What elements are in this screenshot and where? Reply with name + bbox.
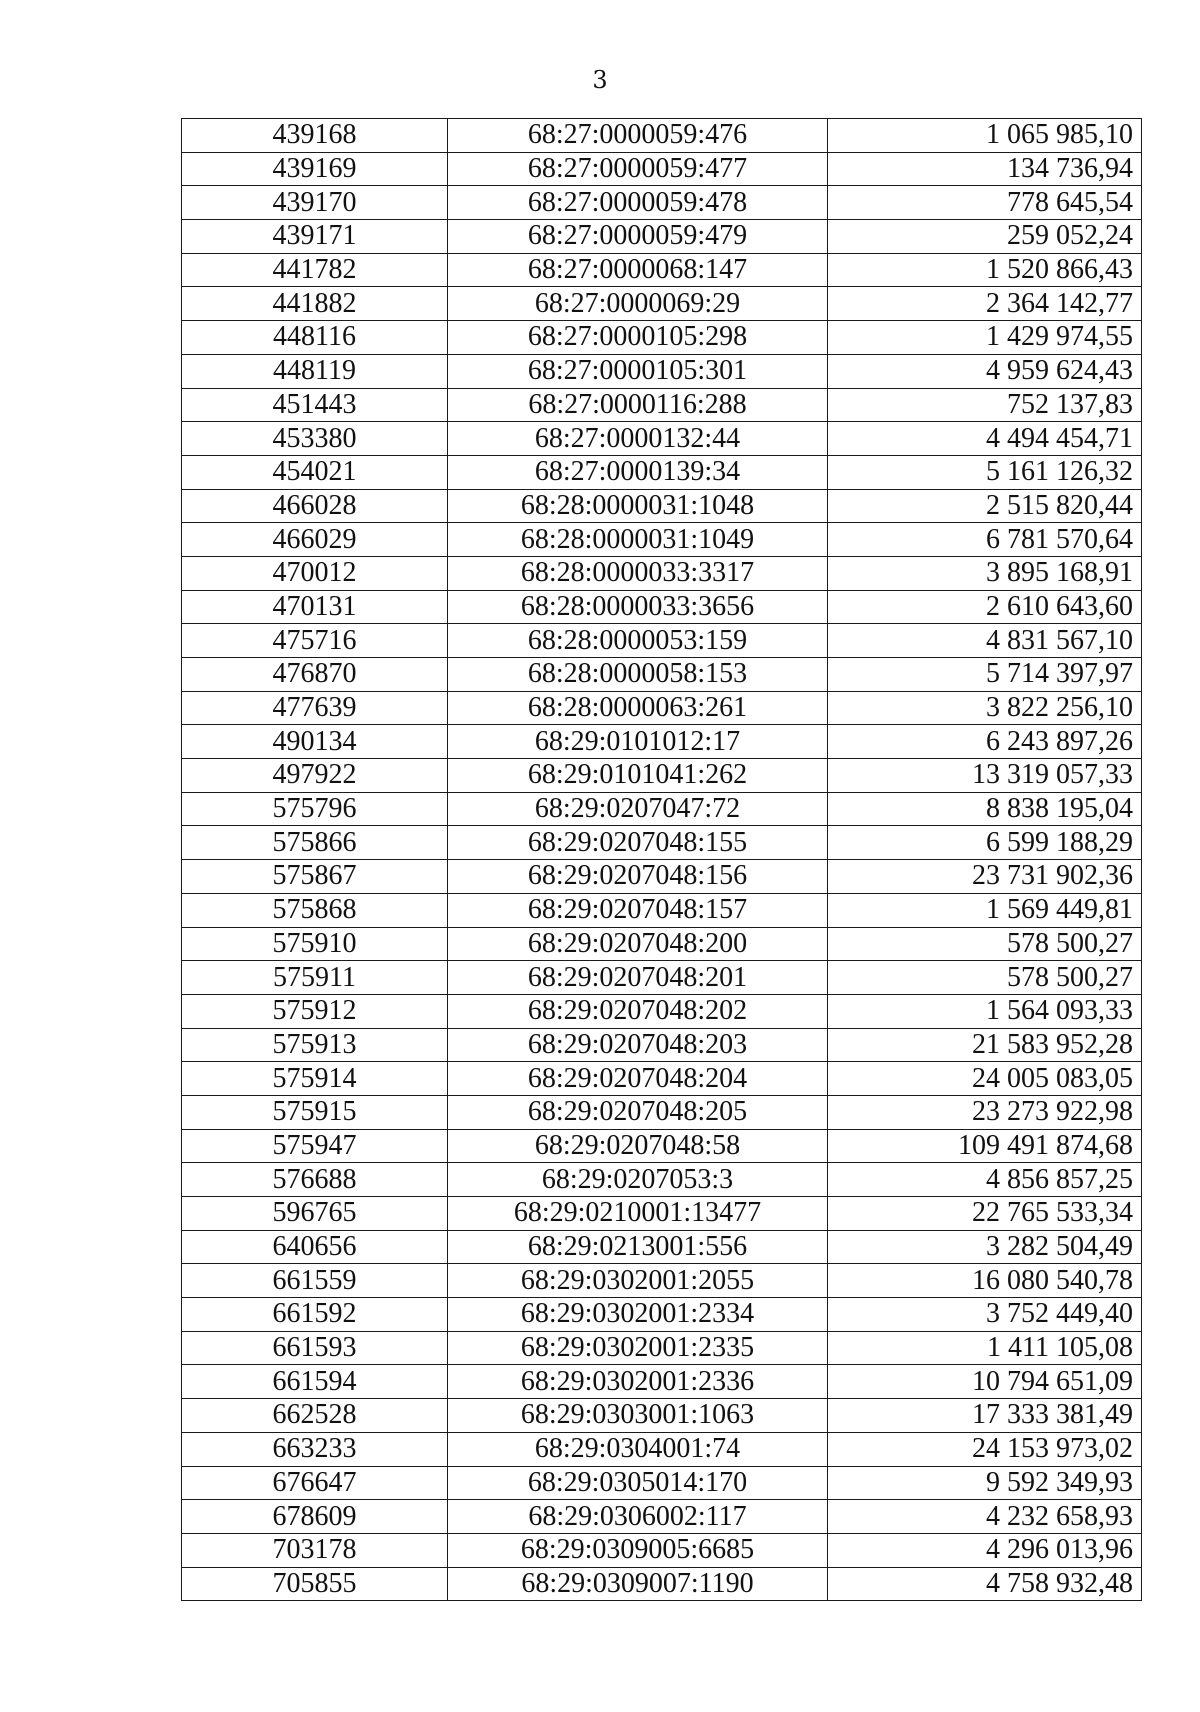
cadastral-number-cell: 68:28:0000053:159 (448, 624, 828, 658)
table-row (182, 893, 1142, 927)
cadastral-value-cell: 6 781 570,64 (828, 523, 1142, 557)
cadastral-number-cell: 68:27:0000059:477 (448, 152, 828, 186)
row-id-cell: 477639 (182, 691, 448, 725)
row-id-cell: 470012 (182, 556, 448, 590)
table-row (182, 1028, 1142, 1062)
cadastral-value-cell: 3 752 449,40 (828, 1298, 1142, 1332)
cadastral-number-cell: 68:29:0207047:72 (448, 792, 828, 826)
table-row (182, 860, 1142, 894)
cadastral-number-cell: 68:29:0304001:74 (448, 1432, 828, 1466)
cadastral-value-cell: 3 822 256,10 (828, 691, 1142, 725)
table-row (182, 220, 1142, 254)
row-id-cell: 575912 (182, 994, 448, 1028)
table-row (182, 422, 1142, 456)
row-id-cell: 662528 (182, 1399, 448, 1433)
cadastral-number-cell: 68:29:0309007:1190 (448, 1567, 828, 1601)
row-id-cell: 466028 (182, 489, 448, 523)
cadastral-value-cell: 2 364 142,77 (828, 287, 1142, 321)
cadastral-value-cell: 1 564 093,33 (828, 994, 1142, 1028)
cadastral-number-cell: 68:29:0207048:200 (448, 927, 828, 961)
table-row (182, 1095, 1142, 1129)
cadastral-number-cell: 68:29:0207048:205 (448, 1095, 828, 1129)
row-id-cell: 575867 (182, 860, 448, 894)
table-row (182, 1533, 1142, 1567)
row-id-cell: 661593 (182, 1331, 448, 1365)
row-id-cell: 453380 (182, 422, 448, 456)
cadastral-number-cell: 68:27:0000069:29 (448, 287, 828, 321)
cadastral-value-cell: 4 494 454,71 (828, 422, 1142, 456)
table-row (182, 826, 1142, 860)
row-id-cell: 439171 (182, 220, 448, 254)
cadastral-value-cell: 109 491 874,68 (828, 1129, 1142, 1163)
cadastral-value-cell: 752 137,83 (828, 388, 1142, 422)
cadastral-value-cell: 23 273 922,98 (828, 1095, 1142, 1129)
table-row (182, 489, 1142, 523)
row-id-cell: 490134 (182, 725, 448, 759)
row-id-cell: 705855 (182, 1567, 448, 1601)
table-row (182, 152, 1142, 186)
table-body (182, 119, 1142, 1601)
cadastral-number-cell: 68:27:0000105:298 (448, 321, 828, 355)
row-id-cell: 439170 (182, 186, 448, 220)
row-id-cell: 497922 (182, 759, 448, 793)
cadastral-value-cell: 22 765 533,34 (828, 1197, 1142, 1231)
cadastral-value-cell: 4 856 857,25 (828, 1163, 1142, 1197)
row-id-cell: 448119 (182, 354, 448, 388)
table-row (182, 388, 1142, 422)
table-row (182, 1365, 1142, 1399)
row-id-cell: 676647 (182, 1466, 448, 1500)
cadastral-value-cell: 6 599 188,29 (828, 826, 1142, 860)
cadastral-number-cell: 68:29:0306002:117 (448, 1500, 828, 1534)
cadastral-number-cell: 68:29:0101041:262 (448, 759, 828, 793)
cadastral-value-cell: 3 282 504,49 (828, 1230, 1142, 1264)
cadastral-value-cell: 6 243 897,26 (828, 725, 1142, 759)
cadastral-value-cell: 10 794 651,09 (828, 1365, 1142, 1399)
table-row (182, 1399, 1142, 1433)
table-row (182, 691, 1142, 725)
table-row (182, 927, 1142, 961)
cadastral-value-cell: 259 052,24 (828, 220, 1142, 254)
cadastral-number-cell: 68:29:0207048:202 (448, 994, 828, 1028)
cadastral-number-cell: 68:29:0302001:2055 (448, 1264, 828, 1298)
row-id-cell: 470131 (182, 590, 448, 624)
cadastral-number-cell: 68:29:0207048:58 (448, 1129, 828, 1163)
row-id-cell: 661594 (182, 1365, 448, 1399)
row-id-cell: 575868 (182, 893, 448, 927)
row-id-cell: 678609 (182, 1500, 448, 1534)
table-row (182, 1466, 1142, 1500)
cadastral-value-cell: 778 645,54 (828, 186, 1142, 220)
row-id-cell: 575796 (182, 792, 448, 826)
row-id-cell: 640656 (182, 1230, 448, 1264)
row-id-cell: 703178 (182, 1533, 448, 1567)
row-id-cell: 661592 (182, 1298, 448, 1332)
cadastral-value-cell: 4 831 567,10 (828, 624, 1142, 658)
table-row (182, 590, 1142, 624)
table-row (182, 354, 1142, 388)
cadastral-number-cell: 68:29:0302001:2336 (448, 1365, 828, 1399)
row-id-cell: 575914 (182, 1062, 448, 1096)
cadastral-value-cell: 1 411 105,08 (828, 1331, 1142, 1365)
row-id-cell: 466029 (182, 523, 448, 557)
table-row (182, 725, 1142, 759)
cadastral-value-cell: 4 959 624,43 (828, 354, 1142, 388)
table-row (182, 1197, 1142, 1231)
cadastral-number-cell: 68:28:0000058:153 (448, 658, 828, 692)
cadastral-number-cell: 68:28:0000033:3656 (448, 590, 828, 624)
table-row (182, 1062, 1142, 1096)
table-row (182, 1567, 1142, 1601)
cadastral-number-cell: 68:29:0302001:2334 (448, 1298, 828, 1332)
row-id-cell: 575915 (182, 1095, 448, 1129)
cadastral-number-cell: 68:28:0000033:3317 (448, 556, 828, 590)
row-id-cell: 576688 (182, 1163, 448, 1197)
table-row (182, 658, 1142, 692)
row-id-cell: 575913 (182, 1028, 448, 1062)
table-row (182, 1230, 1142, 1264)
cadastral-value-cell: 17 333 381,49 (828, 1399, 1142, 1433)
cadastral-number-cell: 68:29:0303001:1063 (448, 1399, 828, 1433)
row-id-cell: 451443 (182, 388, 448, 422)
table-row (182, 455, 1142, 489)
cadastral-number-cell: 68:27:0000059:479 (448, 220, 828, 254)
table-row (182, 556, 1142, 590)
table-row (182, 1500, 1142, 1534)
cadastral-value-cell: 2 610 643,60 (828, 590, 1142, 624)
row-id-cell: 439168 (182, 119, 448, 153)
cadastral-number-cell: 68:29:0305014:170 (448, 1466, 828, 1500)
table-row (182, 1432, 1142, 1466)
cadastral-number-cell: 68:27:0000068:147 (448, 253, 828, 287)
cadastral-number-cell: 68:29:0207048:156 (448, 860, 828, 894)
table-row (182, 1264, 1142, 1298)
table-row (182, 1331, 1142, 1365)
cadastral-value-cell: 4 232 658,93 (828, 1500, 1142, 1534)
table-row (182, 994, 1142, 1028)
cadastral-value-cell: 2 515 820,44 (828, 489, 1142, 523)
table-row (182, 961, 1142, 995)
cadastral-value-cell: 1 065 985,10 (828, 119, 1142, 153)
cadastral-number-cell: 68:29:0213001:556 (448, 1230, 828, 1264)
table-row (182, 253, 1142, 287)
cadastral-number-cell: 68:28:0000031:1049 (448, 523, 828, 557)
table-row (182, 759, 1142, 793)
table-row (182, 1129, 1142, 1163)
row-id-cell: 476870 (182, 658, 448, 692)
cadastral-number-cell: 68:29:0101012:17 (448, 725, 828, 759)
cadastral-value-cell: 9 592 349,93 (828, 1466, 1142, 1500)
cadastral-value-cell: 4 296 013,96 (828, 1533, 1142, 1567)
cadastral-value-cell: 13 319 057,33 (828, 759, 1142, 793)
cadastral-number-cell: 68:27:0000105:301 (448, 354, 828, 388)
row-id-cell: 663233 (182, 1432, 448, 1466)
cadastral-value-cell: 4 758 932,48 (828, 1567, 1142, 1601)
table-row (182, 186, 1142, 220)
table-row (182, 624, 1142, 658)
table-row (182, 523, 1142, 557)
table-row (182, 792, 1142, 826)
cadastral-value-cell: 21 583 952,28 (828, 1028, 1142, 1062)
cadastral-number-cell: 68:29:0207048:201 (448, 961, 828, 995)
cadastral-value-cell: 5 161 126,32 (828, 455, 1142, 489)
row-id-cell: 575947 (182, 1129, 448, 1163)
row-id-cell: 454021 (182, 455, 448, 489)
cadastral-value-cell: 5 714 397,97 (828, 658, 1142, 692)
cadastral-value-cell: 578 500,27 (828, 961, 1142, 995)
row-id-cell: 475716 (182, 624, 448, 658)
cadastral-number-cell: 68:27:0000059:478 (448, 186, 828, 220)
cadastral-value-table (181, 118, 1142, 1601)
table-row (182, 1163, 1142, 1197)
row-id-cell: 575866 (182, 826, 448, 860)
row-id-cell: 441882 (182, 287, 448, 321)
cadastral-value-cell: 1 520 866,43 (828, 253, 1142, 287)
cadastral-number-cell: 68:29:0207053:3 (448, 1163, 828, 1197)
cadastral-number-cell: 68:29:0207048:155 (448, 826, 828, 860)
row-id-cell: 441782 (182, 253, 448, 287)
cadastral-number-cell: 68:29:0207048:157 (448, 893, 828, 927)
cadastral-value-cell: 3 895 168,91 (828, 556, 1142, 590)
cadastral-number-cell: 68:28:0000031:1048 (448, 489, 828, 523)
cadastral-number-cell: 68:27:0000132:44 (448, 422, 828, 456)
cadastral-number-cell: 68:29:0309005:6685 (448, 1533, 828, 1567)
row-id-cell: 575910 (182, 927, 448, 961)
table-row (182, 321, 1142, 355)
cadastral-number-cell: 68:27:0000139:34 (448, 455, 828, 489)
cadastral-value-cell: 8 838 195,04 (828, 792, 1142, 826)
row-id-cell: 661559 (182, 1264, 448, 1298)
page-number: 3 (592, 66, 608, 94)
cadastral-value-cell: 578 500,27 (828, 927, 1142, 961)
table-row (182, 119, 1142, 153)
row-id-cell: 575911 (182, 961, 448, 995)
cadastral-value-cell: 24 005 083,05 (828, 1062, 1142, 1096)
cadastral-number-cell: 68:27:0000116:288 (448, 388, 828, 422)
cadastral-number-cell: 68:29:0207048:204 (448, 1062, 828, 1096)
cadastral-number-cell: 68:29:0207048:203 (448, 1028, 828, 1062)
row-id-cell: 448116 (182, 321, 448, 355)
cadastral-number-cell: 68:28:0000063:261 (448, 691, 828, 725)
row-id-cell: 439169 (182, 152, 448, 186)
cadastral-number-cell: 68:27:0000059:476 (448, 119, 828, 153)
row-id-cell: 596765 (182, 1197, 448, 1231)
table-row (182, 1298, 1142, 1332)
cadastral-value-cell: 23 731 902,36 (828, 860, 1142, 894)
cadastral-value-cell: 24 153 973,02 (828, 1432, 1142, 1466)
cadastral-value-cell: 1 429 974,55 (828, 321, 1142, 355)
cadastral-value-cell: 134 736,94 (828, 152, 1142, 186)
table-row (182, 287, 1142, 321)
cadastral-number-cell: 68:29:0302001:2335 (448, 1331, 828, 1365)
cadastral-number-cell: 68:29:0210001:13477 (448, 1197, 828, 1231)
cadastral-value-cell: 1 569 449,81 (828, 893, 1142, 927)
cadastral-value-cell: 16 080 540,78 (828, 1264, 1142, 1298)
